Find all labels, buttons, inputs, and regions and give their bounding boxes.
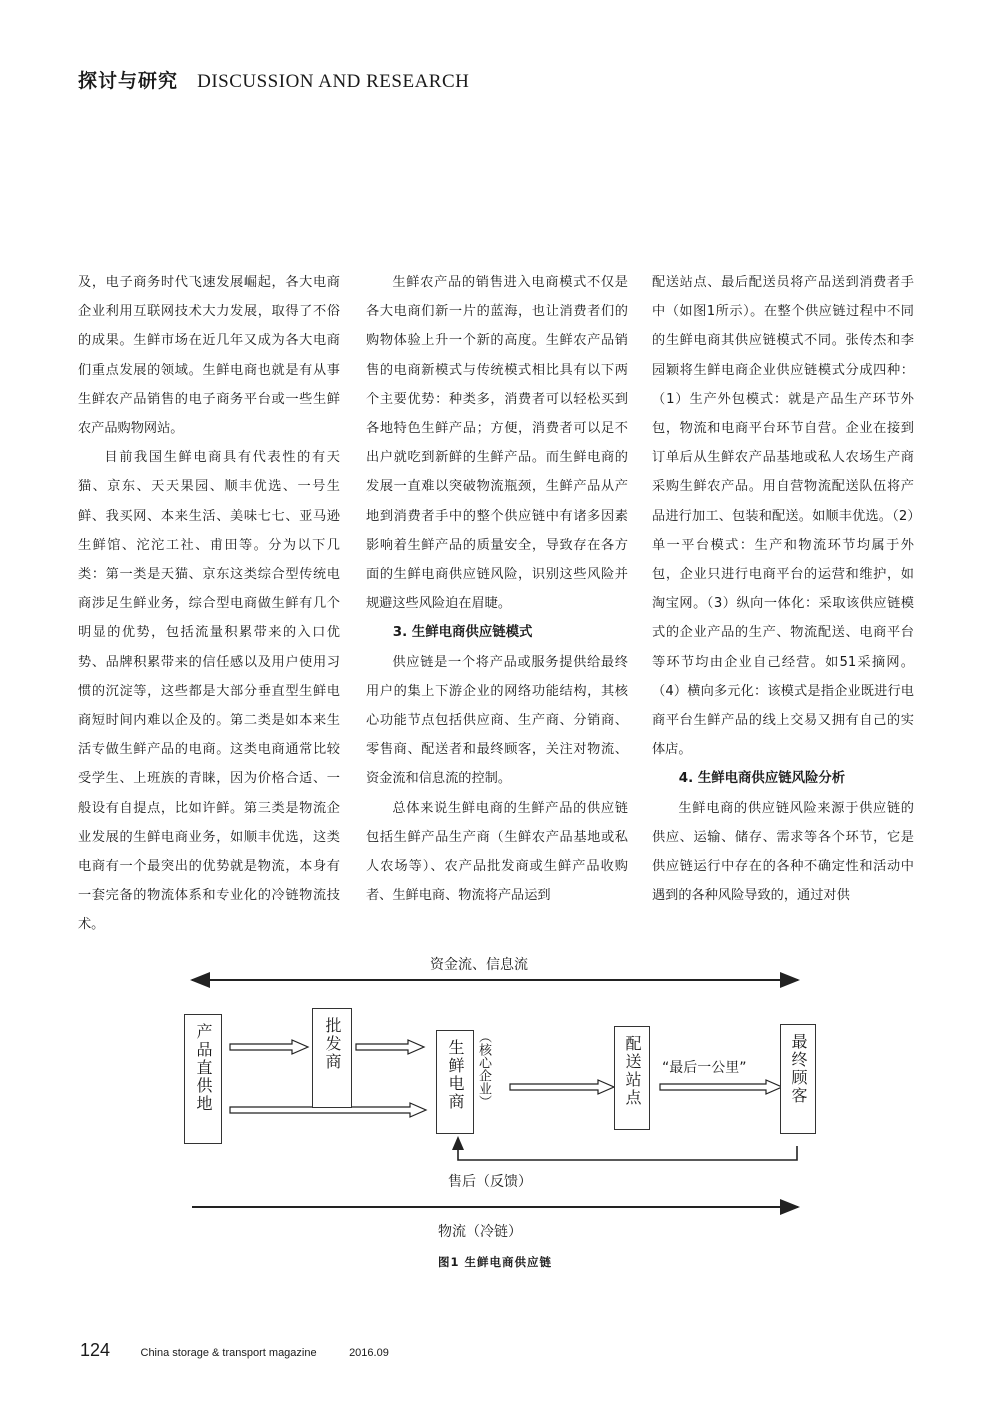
- after-sales-label: 售后（反馈）: [448, 1174, 532, 1190]
- supply-chain-figure: [180, 950, 820, 1280]
- paragraph: 供应链是一个将产品或服务提供给最终用户的集上下游企业的网络功能结构，其核心功能节点包括供应商、生产商、分销商、零售商、配送者和最终顾客，关注对物流、资金流和信息流的控制。: [366, 654, 628, 787]
- paragraph: 总体来说生鲜电商的生鲜产品的供应链包括生鲜产品生产商（生鲜农产品基地或私人农场等）、农产品批发商或生鲜产品收购者、生鲜电商、物流将产品运到: [366, 800, 628, 904]
- section-title-cn: 探讨与研究: [78, 70, 179, 92]
- page-number: 124: [80, 1340, 111, 1360]
- node-origin: 产品直供地: [184, 1014, 222, 1144]
- arrow-station-to-customer: [660, 1080, 782, 1094]
- paragraph: 配送站点、最后配送员将产品送到消费者手中（如图1所示）。在整个供应链过程中不同的生鲜电商其供应链模式不同。张传杰和李园颖将生鲜电商企业供应链模式分成四种：（1）生产外包模式：就是产品生产环节外包，物流和电商平台环节自营。企业在接到订单后从生鲜农产品基地或私人农场生产商采购生鲜农产品。用自营物流配送队伍将产品进行加工、包装和配送。如顺丰优选。（2）单一平台模式：生产和物流环节均属于外包，企业只进行电商平台的运营和维护，如淘宝网。（3）纵向一体化：采取该供应链模式的企业产品的生产、物流配送、电商平台等环节均由企业自己经营。如51采摘网。（4）横向多元化：该模式是指企业既进行电商平台生鲜产品的线上交易又拥有自己的实体店。: [652, 275, 914, 758]
- paragraph: 生鲜农产品的销售进入电商模式不仅是各大电商们新一片的蓝海，也让消费者们的购物体验上升一个新的高度。生鲜农产品销售的电商新模式与传统模式相比具有以下两个主要优势：种类多，消费者可以轻松买到各地特色生鲜产品；方便，消费者可以足不出户就吃到新鲜的生鲜产品。而生鲜电商的发展一直难以突破物流瓶颈，生鲜产品从产地到消费者手中的整个供应链中有诸多因素影响着生鲜产品的质量安全，导致存在各方面的生鲜电商供应链风险，识别这些风险并规避这些风险迫在眉睫。: [366, 275, 628, 612]
- arrow-ecommerce-to-station: [510, 1080, 614, 1094]
- section-title-en: DISCUSSION AND RESEARCH: [197, 71, 470, 92]
- paragraph: 及，电子商务时代飞速发展崛起，各大电商企业利用互联网技术大力发展，取得了不俗的成果。生鲜市场在近几年又成为各大电商们重点发展的领域。生鲜电商也就是有从事生鲜农产品销售的电子商务平台或一些生鲜农产品购物网站。: [78, 275, 340, 437]
- text-column-1: [78, 268, 340, 940]
- arrow-wholesaler-to-ecommerce: [356, 1040, 424, 1054]
- node-station: 配送站点: [614, 1026, 650, 1130]
- section-heading-3: 3. 生鲜电商供应链模式: [392, 625, 533, 641]
- paragraph: 目前我国生鲜电商具有代表性的有天猫、京东、天天果园、顺丰优选、一号生鲜、我买网、本来生活、美味七七、亚马逊生鲜馆、沱沱工社、甫田等。分为以下几类：第一类是天猫、京东这类综合型传统电商涉足生鲜业务，综合型电商做生鲜有几个明显的优势，包括流量积累带来的入口优势、品牌积累带来的信任感以及用户使用习惯的沉淀等，这些都是大部分垂直型生鲜电商短时间内难以企及的。第二类是如本来生活专做生鲜产品的电商。这类电商通常比较受学生、上班族的青睐，因为价格合适、一般设有自提点，比如许鲜。第三类是物流企业发展的生鲜电商业务，如顺丰优选，这类电商有一个最突出的优势就是物流，本身有一套完备的物流体系和专业化的冷链物流技术。: [78, 450, 340, 933]
- core-enterprise-note: （核心企业）: [476, 1030, 491, 1108]
- bottom-flow-label: 物流（冷链）: [438, 1224, 522, 1240]
- page-footer: [80, 1340, 389, 1361]
- node-ecommerce: 生鲜电商: [436, 1030, 474, 1134]
- paragraph: 生鲜电商的供应链风险来源于供应链的供应、运输、储存、需求等各个环节，它是供应链运行中存在的各种不确定性和活动中遇到的各种风险导致的，通过对供: [652, 800, 914, 904]
- node-wholesaler: 批发商: [312, 1008, 352, 1108]
- figure-caption: 图1 生鲜电商供应链: [438, 1255, 553, 1269]
- after-sales-feedback-arrow: [458, 1146, 797, 1160]
- arrow-origin-to-wholesaler: [230, 1040, 308, 1054]
- text-column-3: [652, 268, 914, 910]
- text-column-2: [366, 268, 628, 910]
- top-flow-label: 资金流、信息流: [430, 957, 528, 973]
- magazine-name: China storage & transport magazine: [140, 1347, 317, 1359]
- issue-date: 2016.09: [349, 1347, 389, 1359]
- section-header: [78, 66, 469, 93]
- node-customer: 最终顾客: [780, 1024, 816, 1134]
- section-heading-4: 4. 生鲜电商供应链风险分析: [678, 771, 846, 787]
- last-mile-label: “最后一公里”: [662, 1060, 747, 1076]
